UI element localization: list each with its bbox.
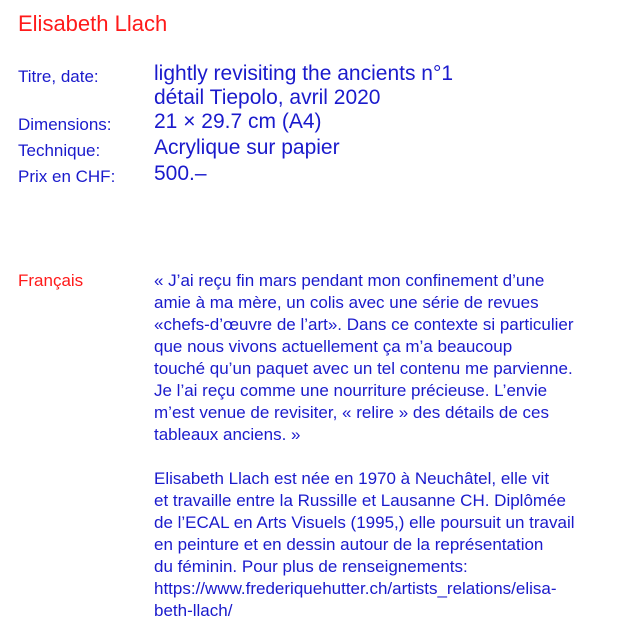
description-text xyxy=(154,270,624,622)
quote-line: m’est venue de revisiter, « relire » des détails de ces xyxy=(154,403,549,422)
bio-url-line[interactable]: https://www.frederiquehutter.ch/artists_relations/elisa- xyxy=(154,579,557,598)
price-row xyxy=(18,162,622,188)
quote-line: Je l’ai reçu comme une nourriture précieuse. L’envie xyxy=(154,381,548,400)
technique-row xyxy=(18,136,622,162)
artwork-details xyxy=(18,62,622,188)
technique-value: Acrylique sur papier xyxy=(154,136,340,159)
bio-line: Elisabeth Llach est née en 1970 à Neuchâtel, elle vit xyxy=(154,469,550,488)
title-value-line: lightly revisiting the ancients n°1 xyxy=(154,62,454,85)
language-label: Français xyxy=(18,271,84,290)
bio-line: de l’ECAL en Arts Visuels (1995,) elle poursuit un travail xyxy=(154,513,575,532)
title-value xyxy=(154,62,453,110)
dimensions-value: 21 × 29.7 cm (A4) xyxy=(154,110,322,133)
bio-url-line[interactable]: beth-llach/ xyxy=(154,601,233,620)
price-label: Prix en CHF: xyxy=(18,167,116,186)
quote-paragraph xyxy=(154,270,624,446)
quote-line: « J’ai reçu fin mars pendant mon confinement d’une xyxy=(154,271,545,290)
bio-line: et travaille entre la Russille et Lausanne CH. Diplômée xyxy=(154,491,566,510)
bio-line: en peinture et en dessin autour de la représentation xyxy=(154,535,544,554)
title-row xyxy=(18,62,622,110)
technique-label: Technique: xyxy=(18,141,101,160)
quote-line: que nous vivons actuellement ça m’a beaucoup xyxy=(154,337,513,356)
artist-name: Elisabeth Llach xyxy=(18,11,168,36)
price-value: 500.– xyxy=(154,162,207,185)
quote-line: touché qu’un paquet avec un tel contenu me parvienne. xyxy=(154,359,573,378)
bio-paragraph xyxy=(154,468,624,622)
quote-line: tableaux anciens. » xyxy=(154,425,301,444)
paragraph-gap xyxy=(154,446,624,468)
bio-line: du féminin. Pour plus de renseignements: xyxy=(154,557,468,576)
quote-line: amie à ma mère, un colis avec une série de revues xyxy=(154,293,539,312)
dimensions-label: Dimensions: xyxy=(18,115,112,134)
dimensions-row xyxy=(18,110,622,136)
title-label: Titre, date: xyxy=(18,67,99,86)
title-date-line: détail Tiepolo, avril 2020 xyxy=(154,86,381,109)
quote-line: «chefs-d’œuvre de l’art». Dans ce contexte si particulier xyxy=(154,315,574,334)
